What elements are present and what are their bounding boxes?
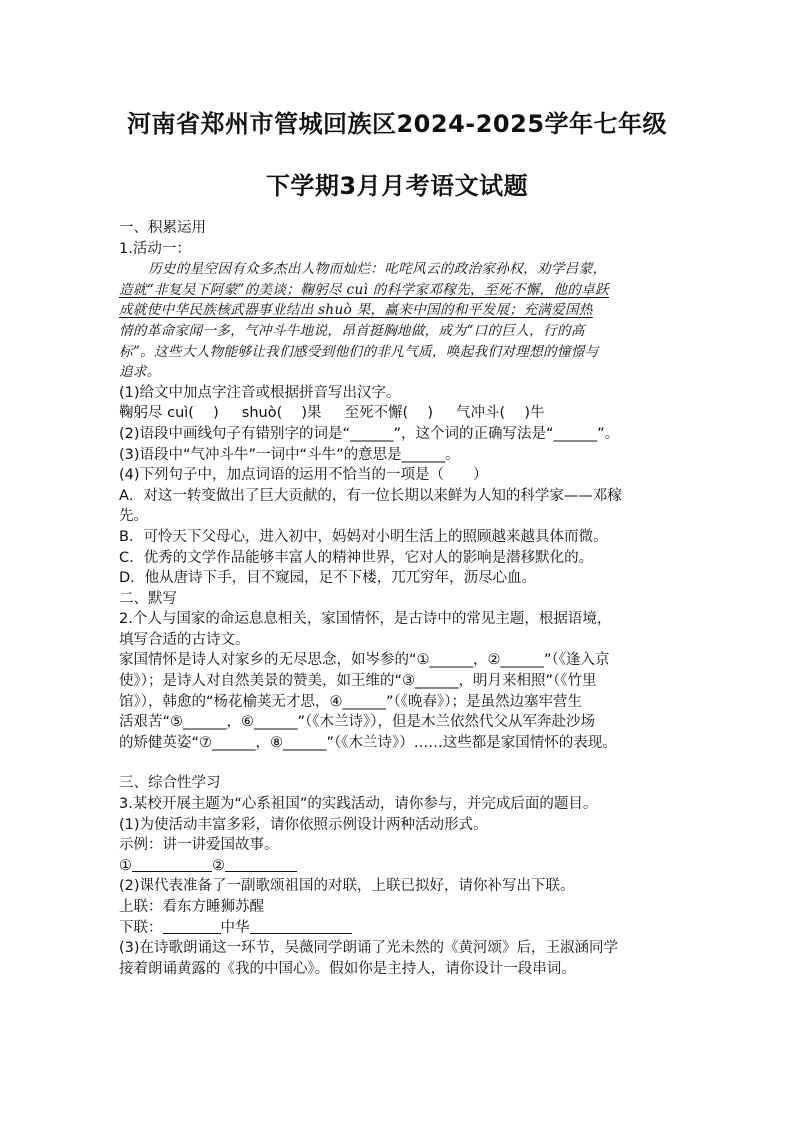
couplet-blank-1[interactable] bbox=[163, 919, 221, 934]
q3-sub1: (1)为使活动丰富多彩，请你依照示例设计两种活动形式。 bbox=[119, 816, 488, 833]
pinyin-item: 气冲斗( )牛 bbox=[456, 405, 545, 422]
passage-line-underlined: 成就使中华民族核武器事业结出 shuò 果，赢来中国的和平发展；充满爱国热 bbox=[119, 302, 593, 319]
exam-title-line1: 河南省郑州市管城回族区2024-2025学年七年级 bbox=[126, 110, 668, 138]
passage-line: 历史的星空因有众多杰出人物而灿烂：叱咤风云的政治家孙权，劝学吕蒙， bbox=[148, 261, 607, 278]
couplet-blank-2[interactable] bbox=[250, 919, 352, 934]
blank-number: ① bbox=[119, 857, 132, 874]
pinyin-item: shuò( )果 bbox=[241, 405, 322, 422]
q1-sub3: (3)语段中“气冲斗牛”一词中“斗牛”的意思是______。 bbox=[119, 446, 460, 463]
question1-label: 1.活动一： bbox=[119, 240, 191, 257]
blank-number: ② bbox=[212, 857, 225, 874]
answer-blank-1[interactable] bbox=[132, 857, 212, 872]
q2-text-line: 馆》），韩愈的“杨花榆荚无才思，④______”（《晚春》）；是虽然边塞牢营生 bbox=[119, 693, 583, 710]
q2-text-line: 使》）；是诗人对自然美景的赞美，如王维的“③______，明月来相照”（《竹里 bbox=[119, 673, 597, 690]
question3: 3.某校开展主题为“心系祖国”的实践活动，请你参与，并完成后面的题目。 bbox=[119, 796, 598, 813]
passage-line: 情的革命家闻一多，气冲斗牛地说，昂首挺胸地做，成为“口的巨人，行的高 bbox=[119, 322, 585, 339]
pinyin-item: 至死不懈( ) bbox=[344, 405, 433, 422]
couplet-lower-label: 下联： bbox=[119, 919, 163, 936]
answer-blank-2[interactable] bbox=[225, 857, 297, 872]
exam-content bbox=[119, 218, 684, 979]
section2-heading: 二、默写 bbox=[119, 590, 177, 607]
q3-example: 示例：讲一讲爱国故事。 bbox=[119, 837, 279, 854]
couplet-lower-row bbox=[119, 918, 684, 939]
q3-blanks-row bbox=[119, 856, 684, 877]
q2-text-line: 的矫健英姿“⑦______，⑧______”（《木兰诗》）……这些都是家国情怀的表现。 bbox=[119, 734, 617, 751]
passage-line: 追求。 bbox=[119, 364, 161, 381]
section1-heading: 一、积累运用 bbox=[119, 220, 206, 236]
question2-line2: 填写合适的古诗文。 bbox=[119, 631, 250, 648]
spacer bbox=[119, 753, 684, 773]
q3-sub3-line1: (3)在诗歌朗诵这一环节，吴薇同学朗诵了光未然的《黄河颂》后，王淑涵同学 bbox=[119, 940, 619, 957]
option-a-cont: 先。 bbox=[119, 508, 148, 525]
section3-heading: 三、综合性学习 bbox=[119, 775, 221, 792]
pinyin-item: 鞠躬尽 cuì( ) bbox=[119, 405, 219, 422]
passage bbox=[119, 259, 684, 383]
q3-sub2: (2)课代表准备了一副歌颂祖国的对联，上联已拟好，请你补写出下联。 bbox=[119, 878, 575, 895]
q2-text-line: 活艰苦“⑤______，⑥______”（《木兰诗》），但是木兰依然代父从军奔赴沙场 bbox=[119, 714, 596, 731]
option-d: D．他从唐诗下手，目不窥园，足不下楼，兀兀穷年，沥尽心血。 bbox=[119, 570, 537, 587]
q1-sub1: (1)给文中加点字注音或根据拼音写出汉字。 bbox=[119, 384, 401, 401]
option-c: C．优秀的文学作品能够丰富人的精神世界，它对人的影响是潜移默化的。 bbox=[119, 549, 594, 566]
q1-sub2: (2)语段中画线句子有错别字的词是“______”，这个词的正确写法是“______”。 bbox=[119, 425, 620, 442]
passage-line: 标”。这些大人物能够让我们感受到他们的非凡气质，唤起我们对理想的憧憬与 bbox=[119, 343, 599, 360]
couplet-lower-mid: 中华 bbox=[220, 919, 250, 936]
option-a: A．对这一转变做出了巨大贡献的，有一位长期以来鲜为人知的科学家——邓稼 bbox=[119, 487, 622, 504]
option-b: B．可怜天下父母心，进入初中，妈妈对小明生活上的照顾越来越具体而微。 bbox=[119, 528, 608, 545]
pinyin-row bbox=[119, 403, 684, 424]
q3-sub3-line2: 接着朗诵黄露的《我的中国心》。假如你是主持人，请你设计一段串词。 bbox=[119, 960, 576, 977]
couplet-upper: 上联：看东方睡狮苏醒 bbox=[119, 899, 264, 915]
q2-text-line: 家国情怀是诗人对家乡的无尽思念，如岑参的“①______，②______”（《逢入京 bbox=[119, 652, 610, 669]
exam-title-line2: 下学期3月月考语文试题 bbox=[265, 172, 529, 200]
question2-line1: 2.个人与国家的命运息息相关，家国情怀，是古诗中的常见主题，根据语境， bbox=[119, 611, 612, 628]
passage-line-underlined: 造就“非复吴下阿蒙”的美谈；鞠躬尽 cuì 的科学家邓稼先，至死不懈，他的卓跃 bbox=[119, 281, 609, 298]
q1-sub4: (4)下列句子中，加点词语的运用不恰当的一项是（ ） bbox=[119, 467, 488, 484]
